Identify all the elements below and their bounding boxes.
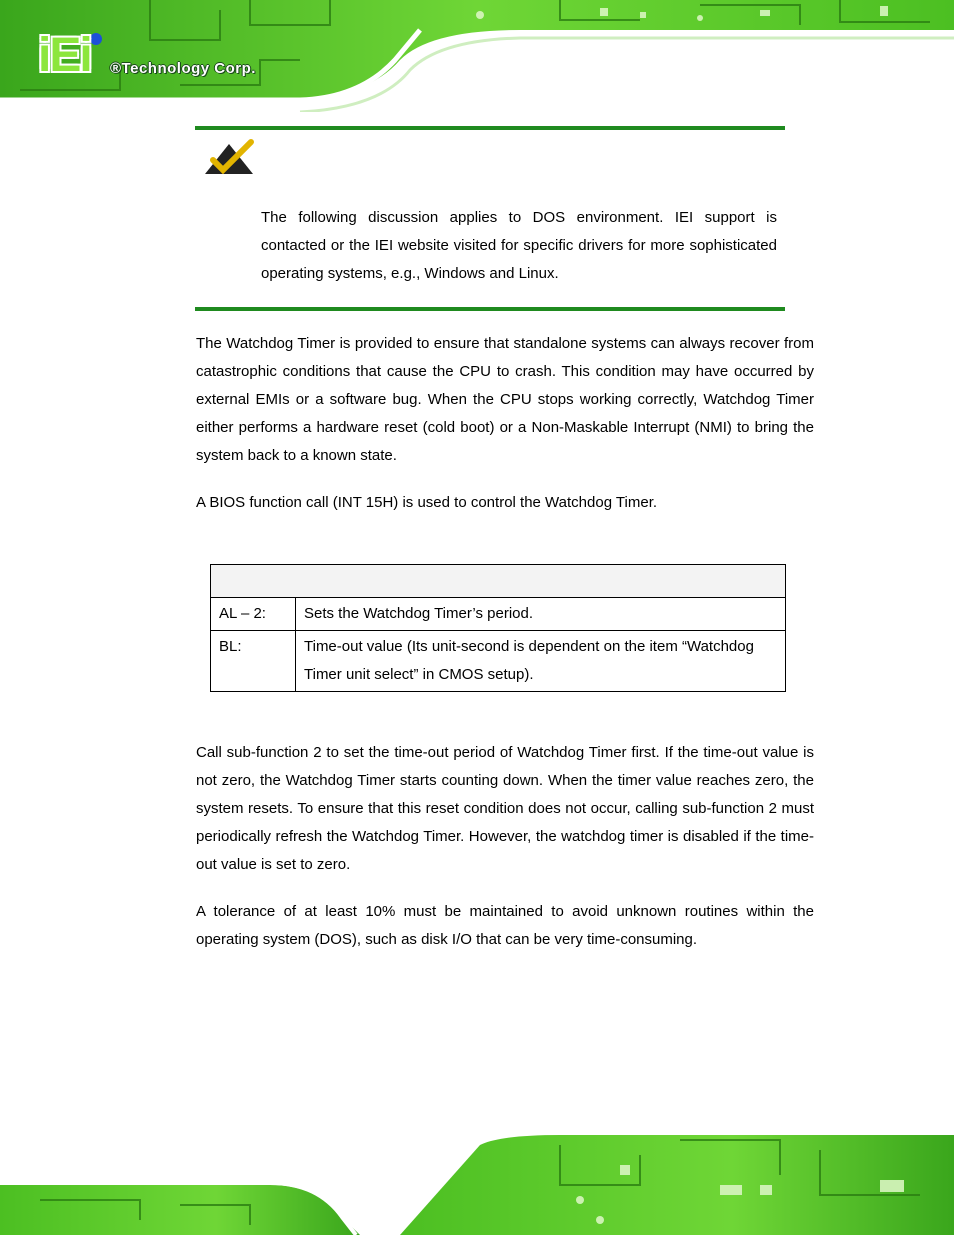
circuit-board-footer-graphic (0, 1125, 954, 1235)
note-top-rule (195, 126, 785, 130)
note-bottom-rule (195, 307, 785, 311)
circuit-board-header-graphic (0, 0, 954, 112)
header-banner (0, 0, 954, 112)
bios-function-table (210, 564, 786, 692)
table-cell-value: Time-out value (Its unit-second is dependent on the item “Watchdog Timer unit select” in CMOS setup). (296, 631, 786, 692)
table-row (211, 598, 786, 631)
table-row (211, 631, 786, 692)
table-cell-value: Sets the Watchdog Timer’s period. (296, 598, 786, 631)
paragraph-watchdog-intro: The Watchdog Timer is provided to ensure that standalone systems can always recover from catastrophic conditions that cause the CPU to crash. This condition may have occurred by external EMIs or a software bug. When the CPU stops working correctly, Watchdog Timer either performs a hardware reset (cold boot) or a Non-Maskable Interrupt (NMI) to bring the system back to a known state. (196, 335, 814, 464)
table-cell-key: AL – 2: (211, 598, 296, 631)
brand-text: ®Technology Corp. (110, 60, 256, 77)
table-header-cell (211, 565, 786, 598)
iei-logo: iEi (38, 29, 91, 82)
check-note-icon (203, 138, 255, 176)
table-header-row (211, 565, 786, 598)
paragraph-bios-call: A BIOS function call (INT 15H) is used to control the Watchdog Timer. (196, 494, 658, 511)
note-text: The following discussion applies to DOS environment. IEI support is contacted or the IEI website visited for specific drivers for more sophisticated operating systems, e.g., Windows and Linux. (261, 209, 777, 282)
paragraph-subfunction-2: Call sub-function 2 to set the time-out period of Watchdog Timer first. If the time-out value is not zero, the Watchdog Timer starts counting down. When the timer value reaches zero, the system resets. To ensure that this reset condition does not occur, calling sub-function 2 must periodically refresh the Watchdog Timer. However, the watchdog timer is disabled if the time-out value is set to zero. (196, 744, 814, 873)
footer-banner (0, 1125, 954, 1235)
note-box (195, 126, 785, 311)
paragraph-tolerance: A tolerance of at least 10% must be maintained to avoid unknown routines within the operating system (DOS), such as disk I/O that can be very time-consuming. (196, 903, 814, 948)
table-cell-key: BL: (211, 631, 296, 692)
